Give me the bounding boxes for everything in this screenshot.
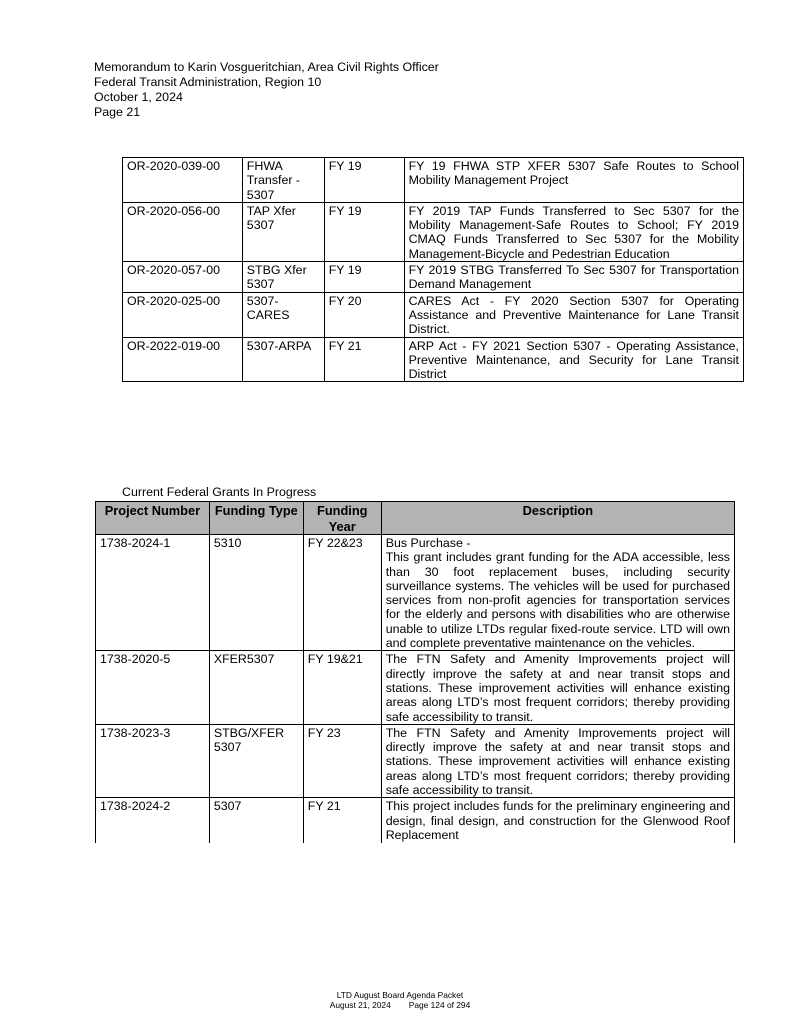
table-row [96, 535, 735, 651]
project-number-cell: 1738-2024-1 [96, 535, 210, 651]
funding-type-cell: STBG/XFER 5307 [209, 724, 303, 797]
funding-type-cell: FHWA Transfer - 5307 [242, 158, 324, 203]
funding-type-cell: 5310 [209, 535, 303, 651]
memo-header [94, 60, 439, 120]
description-text: This project includes funds for the preliminary engineering and design, final design, and construction for the Glenwood Roof Replacement [385, 799, 730, 842]
funding-year-cell: FY 21 [324, 337, 404, 382]
header-project-number: Project Number [96, 502, 210, 535]
table-row [123, 262, 744, 293]
memo-date: October 1, 2024 [94, 90, 183, 104]
description-title: Bus Purchase - [385, 536, 471, 550]
header-funding-type: Funding Type [209, 502, 303, 535]
project-number-cell: OR-2020-039-00 [123, 158, 243, 203]
memo-agency-line: Federal Transit Administration, Region 10 [94, 75, 322, 89]
funding-type-cell: TAP Xfer 5307 [242, 202, 324, 261]
funding-year-cell: FY 19 [324, 262, 404, 293]
description-cell: FY 19 FHWA STP XFER 5307 Safe Routes to School Mobility Management Project [404, 158, 743, 203]
project-number-cell: OR-2020-056-00 [123, 202, 243, 261]
description-cell: The FTN Safety and Amenity Improvements project will directly improve the safety at and near transit stops and stations. These improvement activities will enhance existing areas along LTD’s most frequent corridors; thereby providing safe accessibility to transit. [381, 724, 734, 797]
project-number-cell: OR-2020-025-00 [123, 292, 243, 337]
memo-recipient-line: Memorandum to Karin Vosgueritchian, Area Civil Rights Officer [94, 60, 439, 74]
funding-type-cell: XFER5307 [209, 651, 303, 724]
footer-packet-title: LTD August Board Agenda Packet [336, 990, 464, 1000]
funding-type-cell: 5307 [209, 798, 303, 844]
funding-year-cell: FY 20 [324, 292, 404, 337]
description-cell [381, 535, 734, 651]
description-cell: CARES Act - FY 2020 Section 5307 for Operating Assistance and Preventive Maintenance for Lane Transit District. [404, 292, 743, 337]
header-description: Description [381, 502, 734, 535]
funding-type-cell: STBG Xfer 5307 [242, 262, 324, 293]
table-header-row [96, 502, 735, 535]
description-cell: The FTN Safety and Amenity Improvements project will directly improve the safety at and near transit stops and stations. These improvement activities will enhance existing areas along LTD’s most frequent corridors; thereby providing safe accessibility to transit. [381, 651, 734, 724]
funding-year-cell: FY 19 [324, 202, 404, 261]
table-row [96, 798, 735, 844]
project-number-cell: OR-2020-057-00 [123, 262, 243, 293]
funding-type-cell: 5307-CARES [242, 292, 324, 337]
description-cell: FY 2019 TAP Funds Transferred to Sec 5307 for the Mobility Management-Safe Routes to School; FY 2019 CMAQ Funds Transferred to Sec 5307 for the Mobility Management-Bicycle and Pedestrian Education [404, 202, 743, 261]
description-cell: ARP Act - FY 2021 Section 5307 - Operating Assistance, Preventive Maintenance, and Security for Lane Transit District [404, 337, 743, 382]
footer-date: August 21, 2024 [329, 1000, 391, 1010]
project-number-cell: 1738-2023-3 [96, 724, 210, 797]
funding-year-cell: FY 21 [303, 798, 381, 844]
project-number-cell: 1738-2024-2 [96, 798, 210, 844]
funding-year-cell: FY 23 [303, 724, 381, 797]
funding-type-cell: 5307-ARPA [242, 337, 324, 382]
header-funding-year: Funding Year [303, 502, 381, 535]
table-row [96, 651, 735, 724]
footer-date-page-line [0, 1000, 800, 1010]
funding-year-cell: FY 19&21 [303, 651, 381, 724]
table-row [96, 724, 735, 797]
table-row [123, 292, 744, 337]
funding-year-cell: FY 22&23 [303, 535, 381, 651]
description-text: This grant includes grant funding for the ADA accessible, less than 30 foot replacement buses, including security surveillance systems. The vehicles will be used for purchased services from non-profit agencies for transportation services for the elderly and persons with disabilities who are otherwise unable to utilize LTDs regular fixed-route service. LTD will own and complete preventative maintenance on the vehicles. [385, 550, 730, 651]
description-cell: FY 2019 STBG Transferred To Sec 5307 for Transportation Demand Management [404, 262, 743, 293]
funding-year-cell: FY 19 [324, 158, 404, 203]
memo-page-number: Page 21 [94, 105, 141, 119]
description-cell [381, 798, 734, 844]
table-row [123, 202, 744, 261]
page-footer [0, 990, 800, 1010]
project-number-cell: OR-2022-019-00 [123, 337, 243, 382]
project-number-cell: 1738-2020-5 [96, 651, 210, 724]
prior-grants-table [122, 157, 744, 382]
table-row [123, 158, 744, 203]
footer-page-count: Page 124 of 294 [408, 1000, 471, 1010]
table-row [123, 337, 744, 382]
current-grants-caption: Current Federal Grants In Progress [122, 485, 317, 499]
current-grants-table [95, 501, 735, 843]
